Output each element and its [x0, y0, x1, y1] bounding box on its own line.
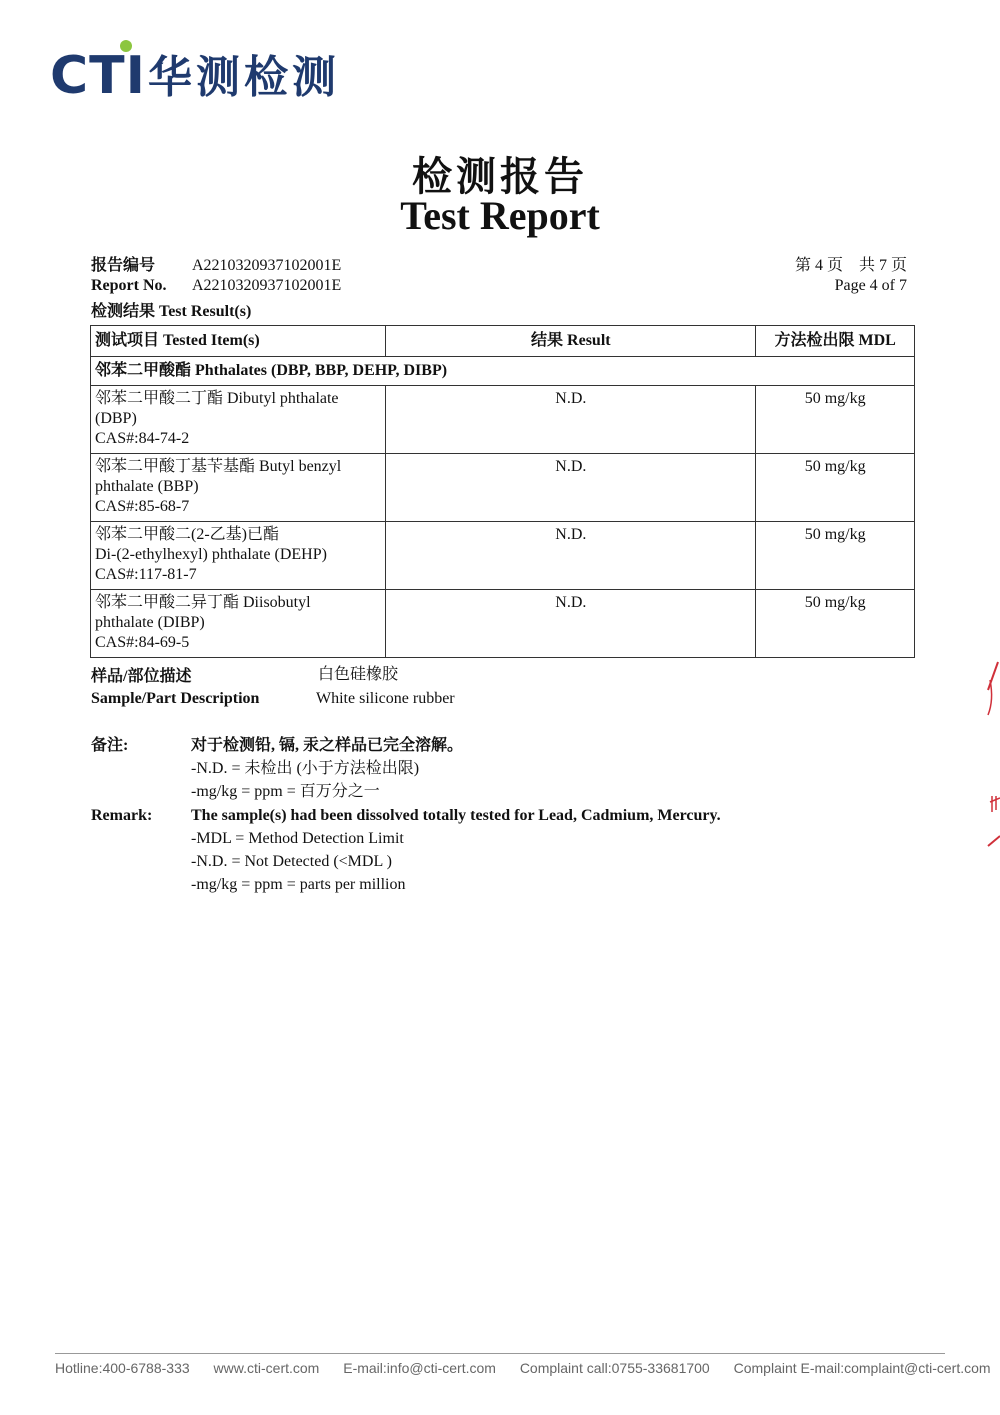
mdl-cell: 50 mg/kg — [756, 590, 915, 658]
result-table — [90, 325, 915, 658]
result-cell: N.D. — [386, 522, 756, 590]
sample-label-en: Sample/Part Description — [91, 690, 260, 707]
remark-en-block — [191, 804, 721, 896]
item-cell — [91, 386, 386, 454]
footer-hotline: Hotline:400-6788-333 — [55, 1360, 190, 1376]
report-label-cn: 报告编号 — [91, 257, 156, 274]
page-en: Page 4 of 7 — [834, 277, 907, 294]
remark-en-line: The sample(s) had been dissolved totally tested for Lead, Cadmium, Mercury. — [191, 807, 721, 824]
item-line2: (DBP) — [95, 410, 137, 427]
item-line1: 邻苯二甲酸二丁酯 Dibutyl phthalate — [95, 390, 339, 407]
footer-complaint-call: Complaint call:0755-33681700 — [519, 1360, 710, 1376]
sample-value-cn: 白色硅橡胶 — [318, 666, 399, 683]
item-cell — [91, 590, 386, 658]
result-cell: N.D. — [386, 590, 756, 658]
table-group-row — [91, 357, 915, 386]
page-cn: 第 4 页 共 7 页 — [794, 257, 907, 274]
table-row — [91, 590, 915, 658]
item-line1: 邻苯二甲酸二异丁酯 Diisobutyl — [95, 594, 311, 611]
item-cas: CAS#:84-69-5 — [95, 634, 190, 651]
report-label-en: Report No. — [91, 277, 167, 294]
sample-value-en: White silicone rubber — [316, 690, 455, 707]
remark-en-line: -MDL = Method Detection Limit — [191, 830, 404, 847]
item-cas: CAS#:117-81-7 — [95, 566, 197, 583]
mdl-cell: 50 mg/kg — [756, 386, 915, 454]
remark-cn-line: 对于检测铅, 镉, 汞之样品已完全溶解。 — [191, 737, 464, 754]
mdl-cell: 50 mg/kg — [756, 522, 915, 590]
sample-label-cn: 样品/部位描述 — [91, 668, 192, 685]
logo-brand: CTI — [50, 46, 146, 106]
item-line1: 邻苯二甲酸二(2-乙基)已酯 — [95, 526, 279, 543]
footer-email[interactable]: E-mail:info@cti-cert.com — [343, 1360, 496, 1376]
title-cn: 检测报告 — [412, 154, 588, 199]
remark-label-cn: 备注: — [91, 737, 129, 754]
item-line2: phthalate (BBP) — [95, 478, 199, 495]
result-cell: N.D. — [386, 386, 756, 454]
item-cas: CAS#:84-74-2 — [95, 430, 190, 447]
logo-cn-name: 华测检测 — [148, 52, 340, 103]
seal-stamp-icon — [984, 660, 1000, 850]
header-item: 测试项目 Tested Item(s) — [91, 326, 386, 357]
result-heading: 检测结果 Test Result(s) — [91, 303, 252, 320]
item-cell — [91, 522, 386, 590]
footer-complaint-email[interactable]: Complaint E-mail:complaint@cti-cert.com — [733, 1360, 991, 1376]
header-result: 结果 Result — [386, 326, 756, 357]
remark-en-line: -N.D. = Not Detected (<MDL ) — [191, 853, 392, 870]
item-cell — [91, 454, 386, 522]
remark-cn-line: -N.D. = 未检出 (小于方法检出限) — [191, 760, 420, 777]
item-line1: 邻苯二甲酸丁基苄基酯 Butyl benzyl — [95, 458, 342, 475]
remark-cn-block — [191, 734, 463, 803]
remark-en-line: -mg/kg = ppm = parts per million — [191, 876, 406, 893]
remark-cn-line: -mg/kg = ppm = 百万分之一 — [191, 783, 380, 800]
report-number-cn: A2210320937102001E — [192, 257, 342, 274]
title-en: Test Report — [400, 193, 600, 238]
mdl-cell: 50 mg/kg — [756, 454, 915, 522]
item-line2: phthalate (DIBP) — [95, 614, 205, 631]
report-number-en: A2210320937102001E — [192, 277, 342, 294]
group-label: 邻苯二甲酸酯 Phthalates (DBP, BBP, DEHP, DIBP) — [91, 357, 915, 386]
table-header-row — [91, 326, 915, 357]
company-logo — [50, 40, 380, 105]
item-cas: CAS#:85-68-7 — [95, 498, 190, 515]
header-mdl: 方法检出限 MDL — [756, 326, 915, 357]
footer — [55, 1360, 991, 1376]
table-row — [91, 386, 915, 454]
table-row — [91, 454, 915, 522]
remark-label-en: Remark: — [91, 807, 153, 824]
result-cell: N.D. — [386, 454, 756, 522]
footer-divider — [55, 1353, 945, 1354]
item-line2: Di-(2-ethylhexyl) phthalate (DEHP) — [95, 546, 327, 563]
footer-website[interactable]: www.cti-cert.com — [213, 1360, 320, 1376]
table-row — [91, 522, 915, 590]
